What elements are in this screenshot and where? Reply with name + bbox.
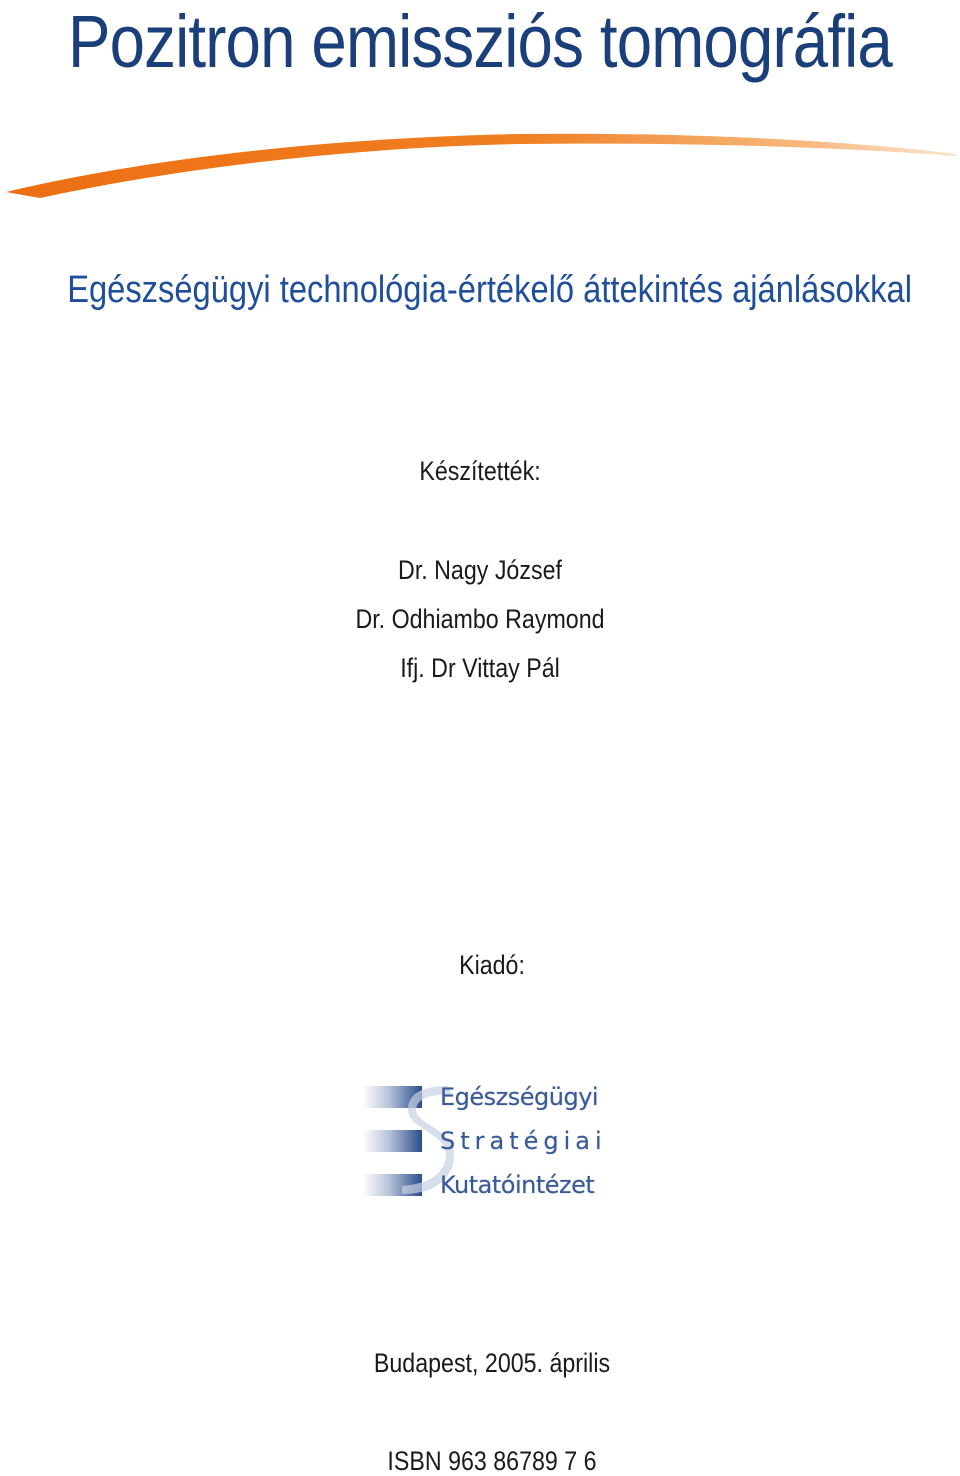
logo-line: Stratégiai bbox=[440, 1127, 607, 1155]
document-title: Pozitron emissziós tomográfia bbox=[68, 0, 892, 83]
publisher-logo bbox=[362, 1070, 607, 1210]
author-name: Dr. Odhiambo Raymond bbox=[355, 604, 605, 634]
logo-line: Kutatóintézet bbox=[440, 1171, 595, 1199]
author-name: Dr. Nagy József bbox=[398, 555, 562, 585]
logo-line: Egészségügyi bbox=[440, 1083, 599, 1111]
publisher-label: Kiadó: bbox=[459, 950, 525, 980]
orange-swoosh-icon bbox=[0, 120, 960, 210]
isbn: ISBN 963 86789 7 6 bbox=[387, 1446, 597, 1476]
author-name: Ifj. Dr Vittay Pál bbox=[400, 653, 560, 683]
document-subtitle: Egészségügyi technológia-értékelő áttekintés ajánlásokkal bbox=[67, 269, 912, 311]
prepared-by-label: Készítették: bbox=[419, 456, 541, 486]
place-date: Budapest, 2005. április bbox=[373, 1348, 611, 1378]
